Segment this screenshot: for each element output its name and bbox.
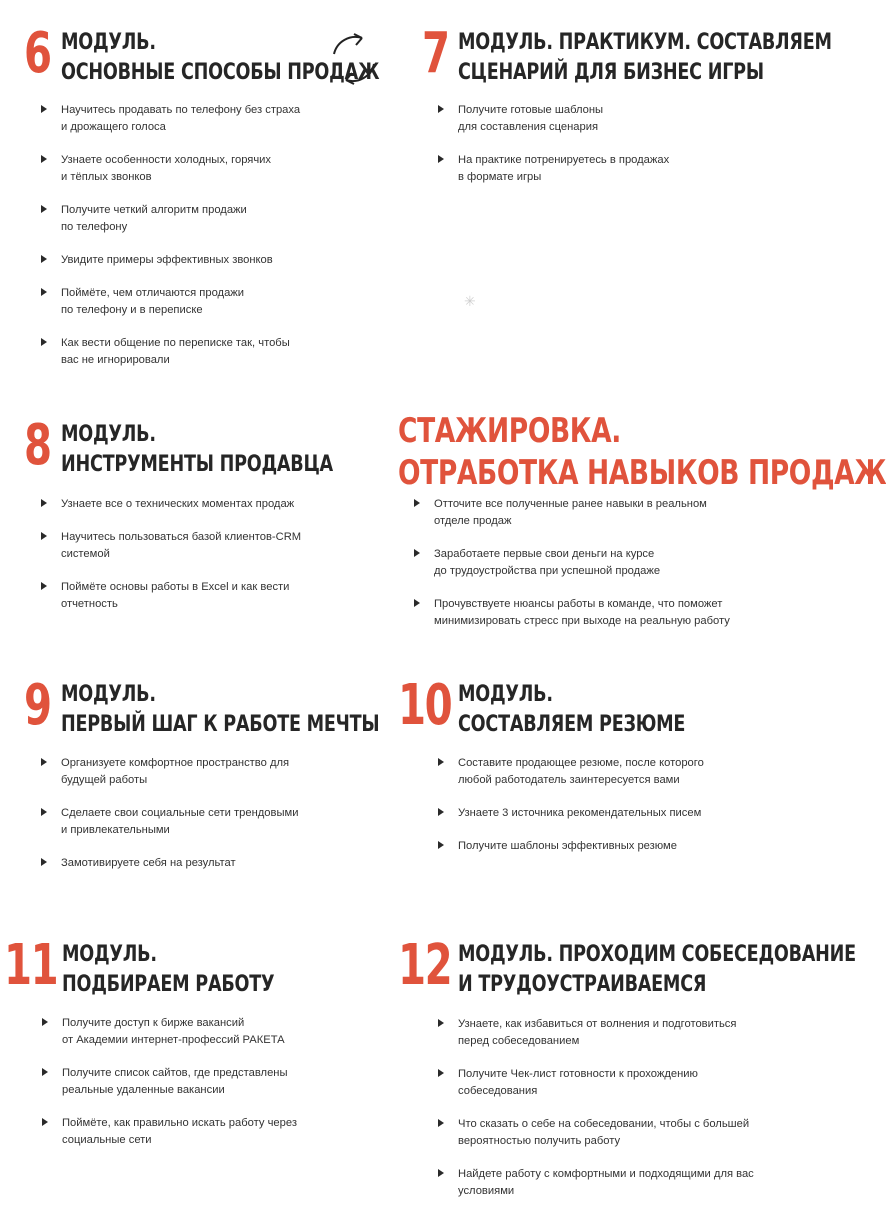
arrow-icon [438,841,444,849]
list-item: Отточите все полученные ранее навыки в реальном отделе продаж [434,496,730,530]
arrow-icon [42,1018,48,1026]
module-9-list [61,755,298,888]
arrow-icon [41,155,47,163]
refresh-icon [326,30,382,88]
arrow-icon [42,1068,48,1076]
list-item: Узнаете, как избавиться от волнения и подготовиться перед собеседованием [458,1016,754,1050]
internship-title: СТАЖИРОВКА. ОТРАБОТКА НАВЫКОВ ПРОДАЖ [398,411,886,493]
arrow-icon [438,105,444,113]
list-item: Прочувствуете нюансы работы в команде, что поможет минимизировать стресс при выходе на реальную работу [434,596,730,630]
list-item: Получите список сайтов, где представлены реальные удаленные вакансии [62,1065,297,1099]
list-item: Поймёте основы работы в Excel и как вести отчетность [61,579,301,613]
list-item: Получите Чек-лист готовности к прохождению собеседования [458,1066,754,1100]
list-item: Организуете комфортное пространство для будущей работы [61,755,298,789]
sparkle-icon: ✳ [464,293,476,309]
list-item: Поймёте, как правильно искать работу через социальные сети [62,1115,297,1149]
arrow-icon [41,532,47,540]
list-item: Узнаете 3 источника рекомендательных писем [458,805,704,822]
module-title: МОДУЛЬ. СОСТАВЛЯЕМ РЕЗЮМЕ [458,682,686,737]
list-item: На практике потренируетесь в продажах в формате игры [458,152,669,186]
module-title: МОДУЛЬ. ПЕРВЫЙ ШАГ К РАБОТЕ МЕЧТЫ [61,682,380,737]
list-item: Найдете работу с комфортными и подходящими для вас условиями [458,1166,754,1200]
list-item: Замотивируете себя на результат [61,855,298,872]
list-item: Составите продающее резюме, после которого любой работодатель заинтересуется вами [458,755,704,789]
module-8-list [61,496,301,629]
module-number: 10 [398,673,452,738]
arrow-icon [438,1019,444,1027]
arrow-icon [438,1119,444,1127]
module-number: 6 [24,21,51,86]
module-title: МОДУЛЬ. ИНСТРУМЕНТЫ ПРОДАВЦА [61,422,333,477]
module-12-list [458,1016,754,1216]
module-6-list [61,102,300,385]
module-7-list [458,102,669,202]
arrow-icon [41,205,47,213]
arrow-icon [41,338,47,346]
list-item: Заработаете первые свои деньги на курсе до трудоустройства при успешной продаже [434,546,730,580]
arrow-icon [41,105,47,113]
module-11-list [62,1015,297,1165]
arrow-icon [41,255,47,263]
arrow-icon [41,288,47,296]
list-item: Получите готовые шаблоны для составления сценария [458,102,669,136]
module-number: 9 [24,673,51,738]
module-number: 11 [4,933,58,998]
arrow-icon [414,599,420,607]
module-title: МОДУЛЬ. ПРАКТИКУМ. СОСТАВЛЯЕМ СЦЕНАРИЙ ДЛЯ БИЗНЕС ИГРЫ [458,30,832,85]
list-item: Как вести общение по переписке так, чтобы вас не игнорировали [61,335,300,369]
module-title: МОДУЛЬ. ПОДБИРАЕМ РАБОТУ [62,942,275,997]
list-item: Получите четкий алгоритм продажи по телефону [61,202,300,236]
arrow-icon [438,808,444,816]
list-item: Узнаете все о технических моментах продаж [61,496,301,513]
module-title: МОДУЛЬ. ПРОХОДИМ СОБЕСЕДОВАНИЕ И ТРУДОУСТРАИВАЕМСЯ [458,942,856,997]
arrow-icon [41,808,47,816]
arrow-icon [41,582,47,590]
module-number: 8 [24,413,51,478]
list-item: Поймёте, чем отличаются продажи по телефону и в переписке [61,285,300,319]
list-item: Получите доступ к бирже вакансий от Академии интернет-профессий РАКЕТА [62,1015,297,1049]
internship-list [434,496,730,646]
list-item: Увидите примеры эффективных звонков [61,252,300,269]
list-item: Научитесь пользоваться базой клиентов-CRM системой [61,529,301,563]
arrow-icon [41,758,47,766]
arrow-icon [41,858,47,866]
module-10-list [458,755,704,871]
list-item: Научитесь продавать по телефону без страха и дрожащего голоса [61,102,300,136]
arrow-icon [42,1118,48,1126]
module-title: МОДУЛЬ. ОСНОВНЫЕ СПОСОБЫ ПРОДАЖ [61,30,380,85]
list-item: Узнаете особенности холодных, горячих и тёплых звонков [61,152,300,186]
module-number: 12 [398,933,452,998]
module-number: 7 [422,21,449,86]
arrow-icon [414,499,420,507]
arrow-icon [438,155,444,163]
arrow-icon [438,1169,444,1177]
arrow-icon [41,499,47,507]
list-item: Сделаете свои социальные сети трендовыми и привлекательными [61,805,298,839]
arrow-icon [438,758,444,766]
arrow-icon [414,549,420,557]
arrow-icon [438,1069,444,1077]
list-item: Получите шаблоны эффективных резюме [458,838,704,855]
list-item: Что сказать о себе на собеседовании, чтобы с большей вероятностью получить работу [458,1116,754,1150]
